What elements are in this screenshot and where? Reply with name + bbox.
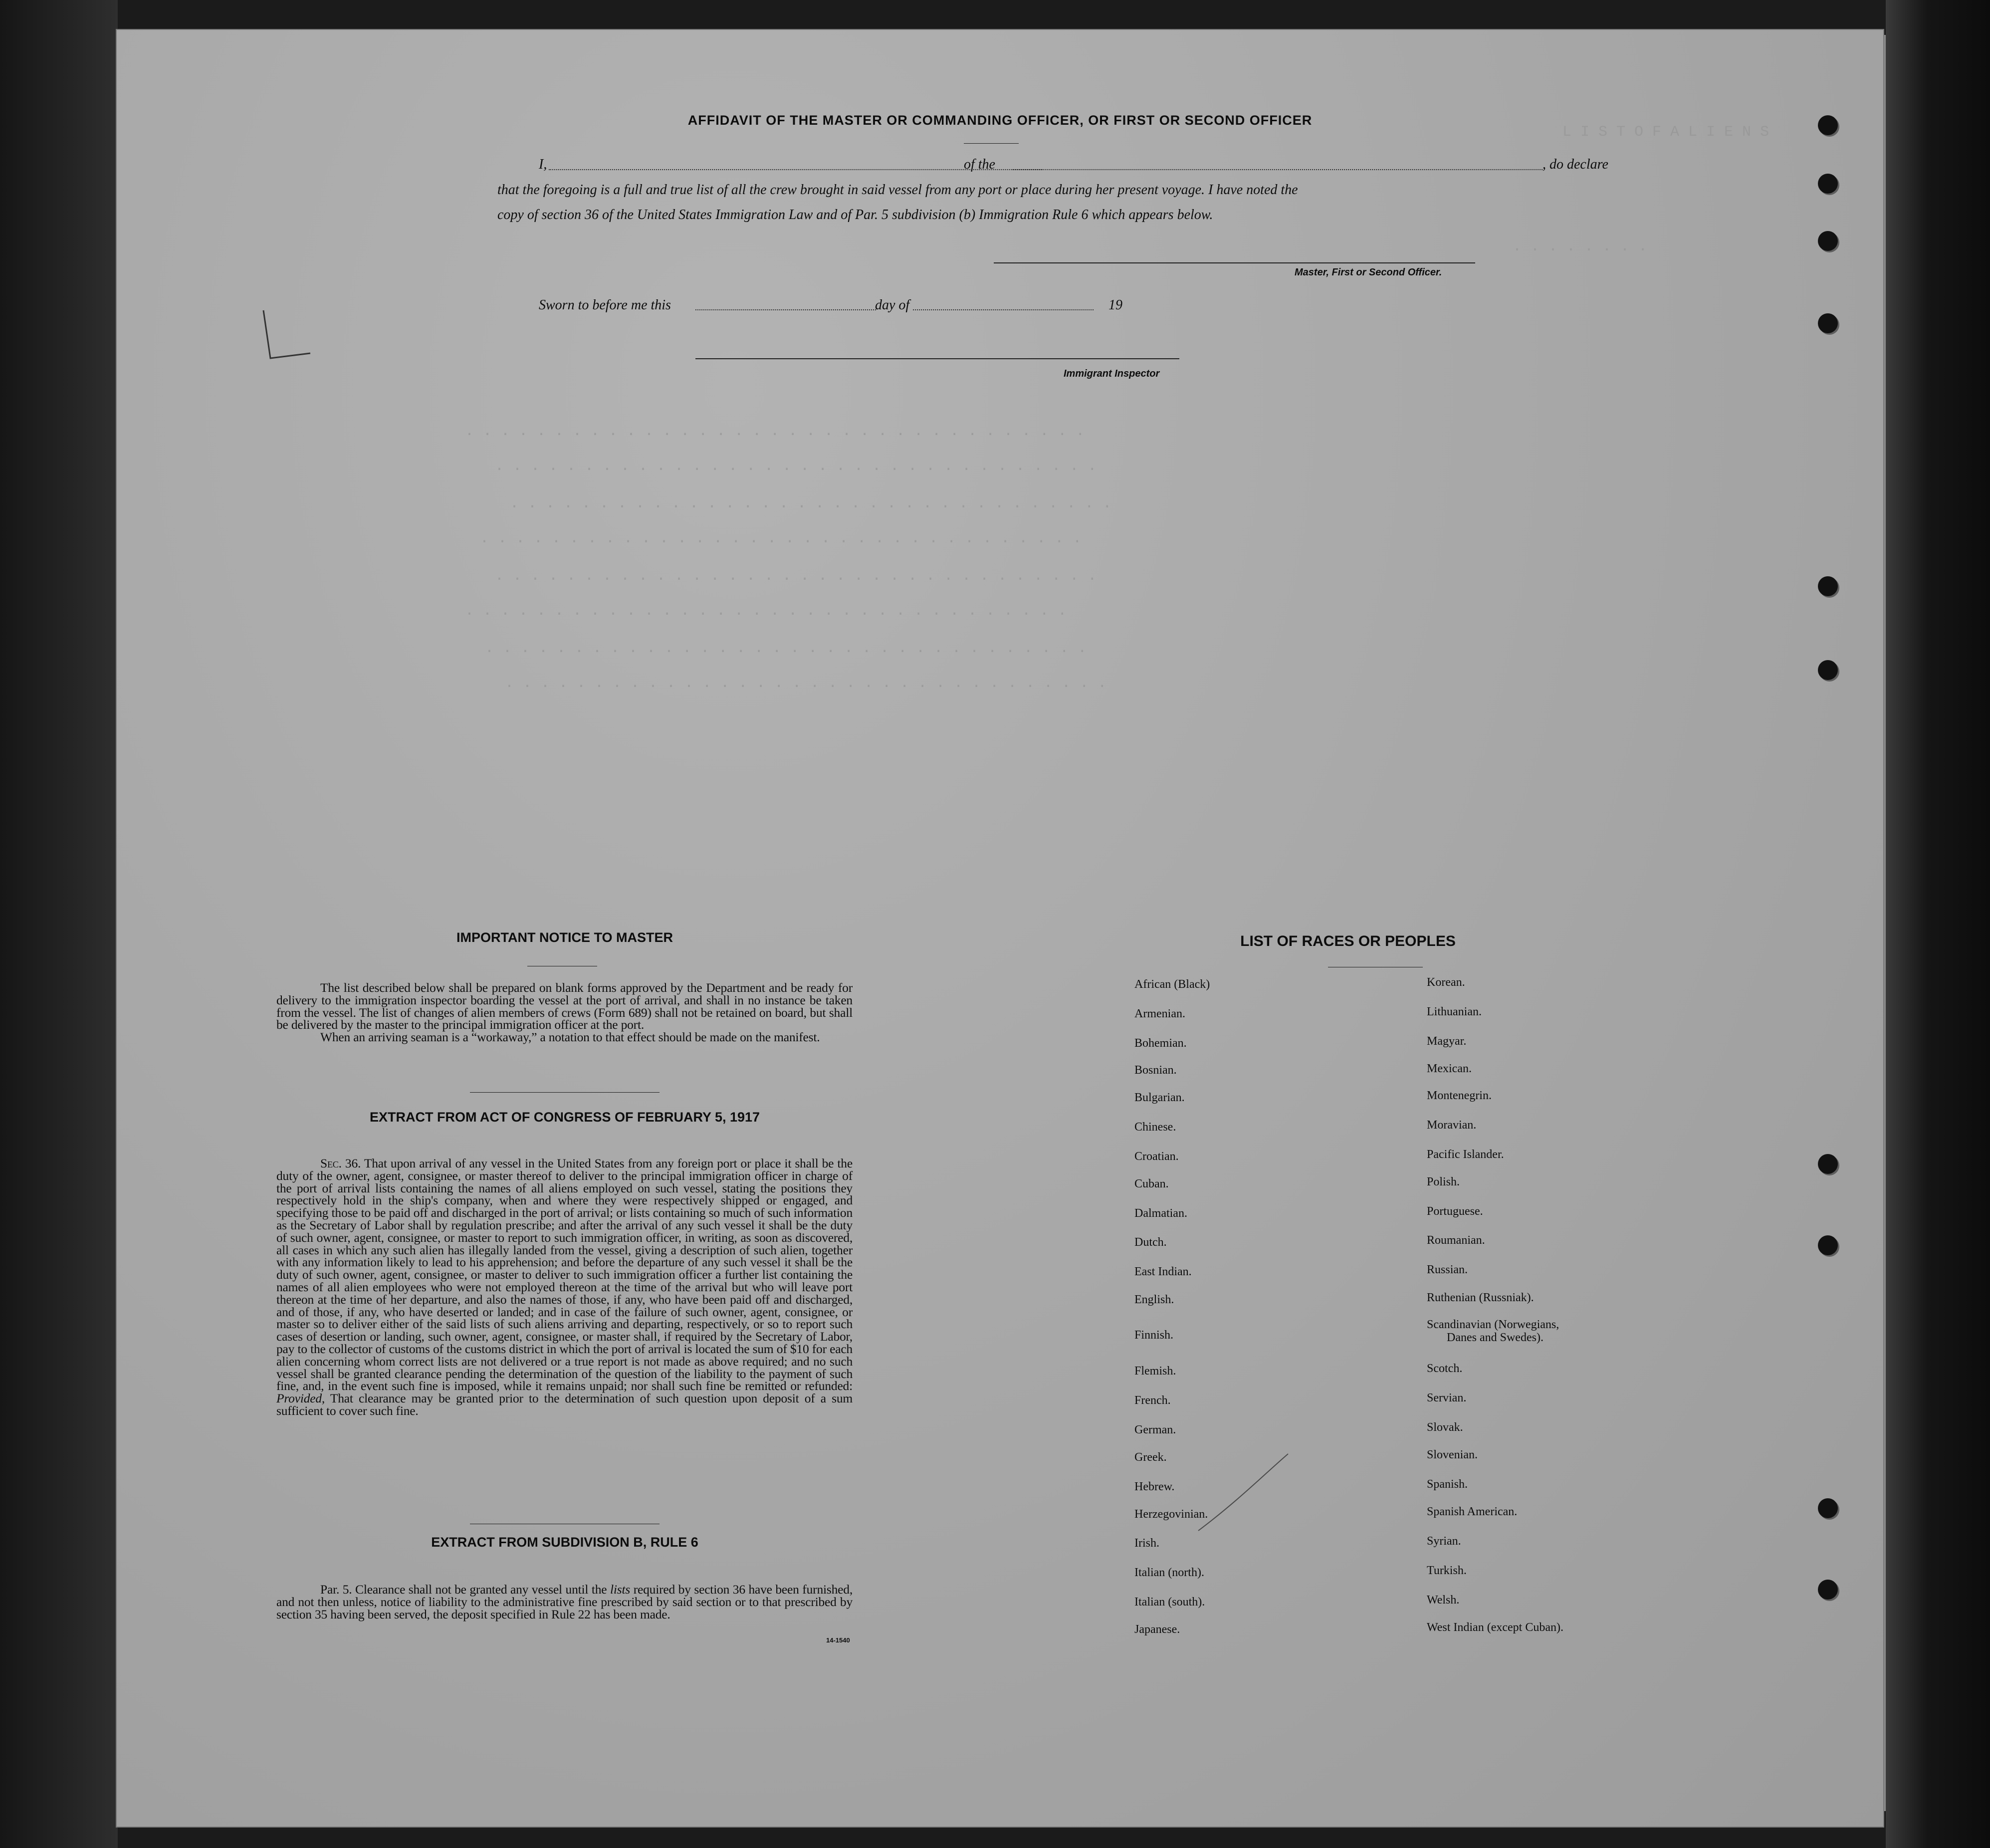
punch-hole	[1818, 174, 1838, 194]
rule6-text	[276, 1584, 853, 1620]
race-item: Italian (north).	[1134, 1566, 1204, 1579]
punch-hole	[1818, 313, 1838, 333]
race-item: Scandinavian (Norwegians,	[1427, 1318, 1559, 1331]
race-item: Ruthenian (Russniak).	[1427, 1291, 1534, 1304]
affidavit-declare-label: , do declare	[1543, 157, 1608, 172]
race-item: Chinese.	[1134, 1121, 1176, 1134]
race-item: Hebrew.	[1134, 1480, 1175, 1493]
race-item: Servian.	[1427, 1391, 1467, 1404]
rule6-body-b: required by section 36 have been furnished, and not then unless, notice of liability to the administrative fine prescribed by said section or to that prescribed by section 35 having been served, the deposit specified in Rule 22 has been made.	[276, 1582, 853, 1621]
race-item: Spanish.	[1427, 1478, 1468, 1491]
year-label: 19	[1108, 297, 1122, 313]
officer-signature-label: Master, First or Second Officer.	[1295, 267, 1442, 278]
race-item: Turkish.	[1427, 1564, 1467, 1577]
act-section-36-text	[276, 1157, 853, 1417]
scan-background-left	[0, 0, 118, 1848]
race-item: Armenian.	[1134, 1007, 1185, 1020]
race-item: Danes and Swedes).	[1447, 1331, 1544, 1344]
day-of-label: day of	[875, 297, 910, 313]
race-item: African (Black)	[1134, 978, 1210, 991]
punch-hole	[1818, 1498, 1838, 1518]
short-rule	[964, 143, 1019, 144]
affidavit-title: AFFIDAVIT OF THE MASTER OR COMMANDING OFFICER, OR FIRST OR SECOND OFFICER	[687, 113, 1313, 128]
race-item: Moravian.	[1427, 1119, 1477, 1132]
race-item: Russian.	[1427, 1263, 1468, 1276]
race-item: Portuguese.	[1427, 1205, 1483, 1218]
race-item: Scotch.	[1427, 1362, 1463, 1375]
pencil-mark	[260, 308, 320, 363]
race-item: Bohemian.	[1134, 1037, 1187, 1050]
sworn-month-field[interactable]	[913, 309, 1094, 310]
race-item: Finnish.	[1134, 1329, 1174, 1342]
act-body: That upon arrival of any vessel in the United States from any foreign port or place it shall be the duty of the owner, agent, consignee, or master thereof to deliver to the principal immigration officer in charge of the port of arrival lists containing the names of all aliens employed on such vessel, stating the positions they respectively hold in the ship's company, when and where they were respectively shipped or engaged, and specifying those to be paid off and discharged in the port of arrival; or lists containing so much of such information as the Secretary of Labor shall by regulation prescribe; and after the arrival of any such vessel it shall be the duty of such owner, agent, consignee, or master to report to such immigration officer, in writing, as soon as discovered, all cases in which any such alien has illegally landed from the vessel, giving a description of such alien, together with any information likely to lead to his apprehension; and before the departure of any such vessel it shall be the duty of such owner, agent, consignee, or master to deliver to such immigration officer a further list containing the names of all alien employees who were not employed thereon at the time of the arrival but who will leave port thereon at the time of her departure, and also the names of those, if any, who have been paid off and discharged, and of those, if any, who have deserted or landed; and in case of the failure of such owner, agent, consignee, or master so to deliver either of the said lists of such aliens arriving and departing, respectively, or so to report such cases of desertion or landing, such owner, agent, consignee, or master shall, if required by the Secretary of Labor, pay to the collector of customs of the customs district in which the port of arrival is located the sum of $10 for each alien concerning whom correct lists are not delivered or a true report is not made as above required; and no such vessel shall be granted clearance pending the determination of the question of the liability to the payment of such fine, and, in the event such fine is imposed, while it remains unpaid; nor shall such fine be remitted or refunded:	[276, 1156, 853, 1393]
race-item: Cuban.	[1134, 1177, 1169, 1190]
race-item: Bulgarian.	[1134, 1091, 1185, 1104]
affidavit-line-3: copy of section 36 of the United States Immigration Law and of Par. 5 subdivision (b) Immigration Rule 6 which appears below.	[497, 207, 1213, 223]
race-item: Slovak.	[1427, 1421, 1463, 1434]
race-item: Polish.	[1427, 1175, 1460, 1188]
race-item: Slovenian.	[1427, 1448, 1478, 1461]
notice-title: IMPORTANT NOTICE TO MASTER	[456, 930, 673, 945]
section-divider	[470, 1092, 660, 1093]
race-item: Pacific Islander.	[1427, 1148, 1504, 1161]
sworn-day-field[interactable]	[695, 309, 876, 310]
inspector-signature-field[interactable]	[695, 358, 1179, 359]
race-item: Mexican.	[1427, 1062, 1472, 1075]
races-title: LIST OF RACES OR PEOPLES	[1240, 933, 1456, 949]
race-item: Italian (south).	[1134, 1596, 1205, 1609]
race-item: Croatian.	[1134, 1150, 1179, 1163]
notice-text	[276, 982, 853, 1044]
race-item: Dalmatian.	[1134, 1207, 1187, 1220]
notice-paragraph-1: The list described below shall be prepared on blank forms approved by the Department and be ready for delivery to the immigration inspector boarding the vessel at the port of arrival, and shall in no instance be taken from the vessel. The list of changes of alien members of crews (Form 689) shall not be retained on board, but shall be delivered by the master to the principal immigration officer at the port.	[276, 980, 853, 1032]
race-item: Montenegrin.	[1427, 1089, 1492, 1102]
act-section-label: Sec. 36.	[320, 1156, 361, 1170]
form-number: 14-1540	[826, 1636, 850, 1644]
sworn-label: Sworn to before me this	[539, 297, 671, 313]
race-item: French.	[1134, 1394, 1171, 1407]
race-item: Bosnian.	[1134, 1064, 1177, 1077]
rule6-title: EXTRACT FROM SUBDIVISION B, RULE 6	[431, 1535, 698, 1550]
race-item: Herzegovinian.	[1134, 1508, 1208, 1521]
manifest-page: L I S T O F A L I E N S . . . . . . . . . . . . . . . . . . . . . . . . . . . . . . . . . . . . . . . . . . . . . . . . . . . . . . . . . . . . . . . . . . . . . . . . . . . . . . . . . . . . . . . . . . . . . . . . . . . . . . . . . . . . . . . . . . . . . . . . . . . . . . . . . . . . . . . . . . . . . . . . . . . . . . . . . . . . . . . . . . . . . . . . . . . . . . . . . . . . . . . . . . . . . . . . . . . . . . . . . . . . . . . . . . . . . . . . . . . . . . . . . . . . . . . . . . . . . . . . . . . . . . . . . . . . . . . . . . . . . . . . . . . . . . . . . . . . . . . . . AFFIDAVIT OF THE MASTER OR COMMANDING OFFICER, OR FIRST OR SECOND OFFICER I, of the , do declare that the foregoing is a full and true list of all the crew brought in said vessel from any port or place during her present voyage. I have noted the copy of section 36 of the United States Immigration Law and of Par. 5 subdivision (b) Immigration Rule 6 which appears below. Master, First or Second Officer. Sworn to before me this day of 19 Immigrant Inspector IMPORTANT NOTICE TO MASTER The list described below shall be prepared on blank forms approved by the Department and be ready for delivery to the immigration inspector boarding the vessel at the port of arrival, and shall in no instance be taken from the vessel. The list of changes of alien members of crews (Form 689) shall not be retained on board, but shall be delivered by the master to the principal immigration officer at the port. When an arriving seaman is a “workaway,” a notation to that effect should be made on the manifest. EXTRACT FROM ACT OF CONGRESS OF FEBRUARY 5, 1917 Sec. 36. That upon arrival of any vessel in the United States from any foreign port or place it shall be the duty of the owner, agent, consignee, or master thereof to deliver to the principal immigration officer in charge of the port of arrival lists containing the names of all aliens employed on such vessel, stating the positions they respectively hold in the ship's company, when and where they were respectively shipped or engaged, and specifying those to be paid off and discharged in the port of arrival; or lists containing so much of such information as the Secretary of Labor shall by regulation prescribe; and after the arrival of any such vessel it shall be the duty of such owner, agent, consignee, or master to report to such immigration officer, in writing, as soon as discovered, all cases in which any such alien has illegally landed from the vessel, giving a description of such alien, together with any information likely to lead to his apprehension; and before the departure of any such vessel it shall be the duty of such owner, agent, consignee, or master to deliver to such immigration officer a further list containing the names of all alien employees who were not employed thereon at the time of the arrival but who will leave port thereon at the time of her departure, and also the names of those, if any, who have been paid off and discharged, and of those, if any, who have deserted or landed; and in case of the failure of such owner, agent, consignee, or master so to deliver either of the said lists of such aliens arriving and departing, respectively, or so to report such cases of desertion or landing, such owner, agent, consignee, or master shall, if required by the Secretary of Labor, pay to the collector of customs of the customs district in which the port of arrival is located the sum of $10 for each alien concerning whom correct lists are not delivered or a true report is not made as above required; and no such vessel shall be granted clearance pending the determination of the question of the liability to the payment of such fine, and, in the event such fine is imposed, while it remains unpaid; nor shall such fine be remitted or refunded: Provided, That clearance may be granted prior to the determination of such question upon deposit of a sum sufficient to cover such fine. EXTRACT FROM SUBDIVISION B, RULE 6 Par. 5. Clearance shall not be granted any vessel until the lists required by section 36 have been furnished, and not then unless, notice of liability to the administrative fine prescribed by said section or to that prescribed by section 35 having been served, the deposit specified in Rule 22 has been made. 14-1540 LIST OF RACES OR PEOPLES African (Black) Armenian. Bohemian. Bosnian. Bulgarian. Chinese. Croatian. Cuban. Dalmatian. Dutch. East Indian. English. Finnish. Flemish. French. German. Greek. Hebrew. Herzegovinian. Irish. Italian (north). Italian (south). Japanese. Korean. Lithuanian. Magyar. Mexican. Montenegrin. Moravian. Pacific Islander. Polish. Portuguese. Roumanian. Russian. Ruthenian (Russniak). Scandinavian (Norwegians, Danes and Swedes). Scotch. Servian. Slovak. Slovenian. Spanish. Spanish American. Syrian. Turkish. Welsh. West Indian (except Cuban).	[116, 29, 1884, 1828]
punch-hole	[1818, 660, 1838, 680]
affidavit-i-label: I,	[539, 157, 547, 172]
race-item: Korean.	[1427, 976, 1465, 989]
vessel-name-field[interactable]	[1013, 169, 1543, 170]
race-item: English.	[1134, 1293, 1174, 1306]
punch-hole	[1818, 1154, 1838, 1174]
notice-paragraph-2: When an arriving seaman is a “workaway,” a notation to that effect should be made on the manifest.	[320, 1030, 820, 1045]
race-item: Welsh.	[1427, 1594, 1460, 1607]
race-item: Dutch.	[1134, 1236, 1167, 1249]
rule6-body-a: Par. 5. Clearance shall not be granted any vessel until the	[320, 1582, 607, 1597]
race-item: Magyar.	[1427, 1035, 1467, 1048]
affidavit-of-the-label: of the	[964, 157, 995, 172]
race-item: Flemish.	[1134, 1365, 1176, 1378]
pencil-stroke	[1193, 1451, 1293, 1536]
act-body-end: That clearance may be granted prior to the determination of such question upon deposit of a sum sufficient to cover such fine.	[276, 1391, 853, 1418]
race-item: Japanese.	[1134, 1623, 1180, 1636]
race-item: Lithuanian.	[1427, 1005, 1482, 1018]
inspector-label: Immigrant Inspector	[1064, 368, 1160, 379]
race-item: Syrian.	[1427, 1535, 1461, 1548]
race-item: Spanish American.	[1427, 1505, 1518, 1518]
race-item: Roumanian.	[1427, 1234, 1485, 1247]
punch-hole	[1818, 576, 1838, 596]
punch-hole	[1818, 231, 1838, 251]
race-item: Irish.	[1134, 1537, 1159, 1550]
affidavit-line-2: that the foregoing is a full and true list of all the crew brought in said vessel from any port or place during her present voyage. I have noted the	[497, 182, 1298, 198]
act-title: EXTRACT FROM ACT OF CONGRESS OF FEBRUARY 5, 1917	[369, 1110, 760, 1125]
punch-hole	[1818, 1235, 1838, 1255]
rule6-lists-word: lists	[610, 1582, 631, 1597]
punch-hole	[1818, 1580, 1838, 1600]
race-item: West Indian (except Cuban).	[1427, 1621, 1563, 1634]
scan-background-right	[1886, 0, 1990, 1848]
race-item: Greek.	[1134, 1451, 1167, 1464]
officer-signature-field[interactable]	[994, 262, 1475, 263]
race-item: East Indian.	[1134, 1265, 1192, 1278]
race-item: German.	[1134, 1423, 1176, 1436]
act-provided-label: Provided,	[276, 1391, 325, 1406]
